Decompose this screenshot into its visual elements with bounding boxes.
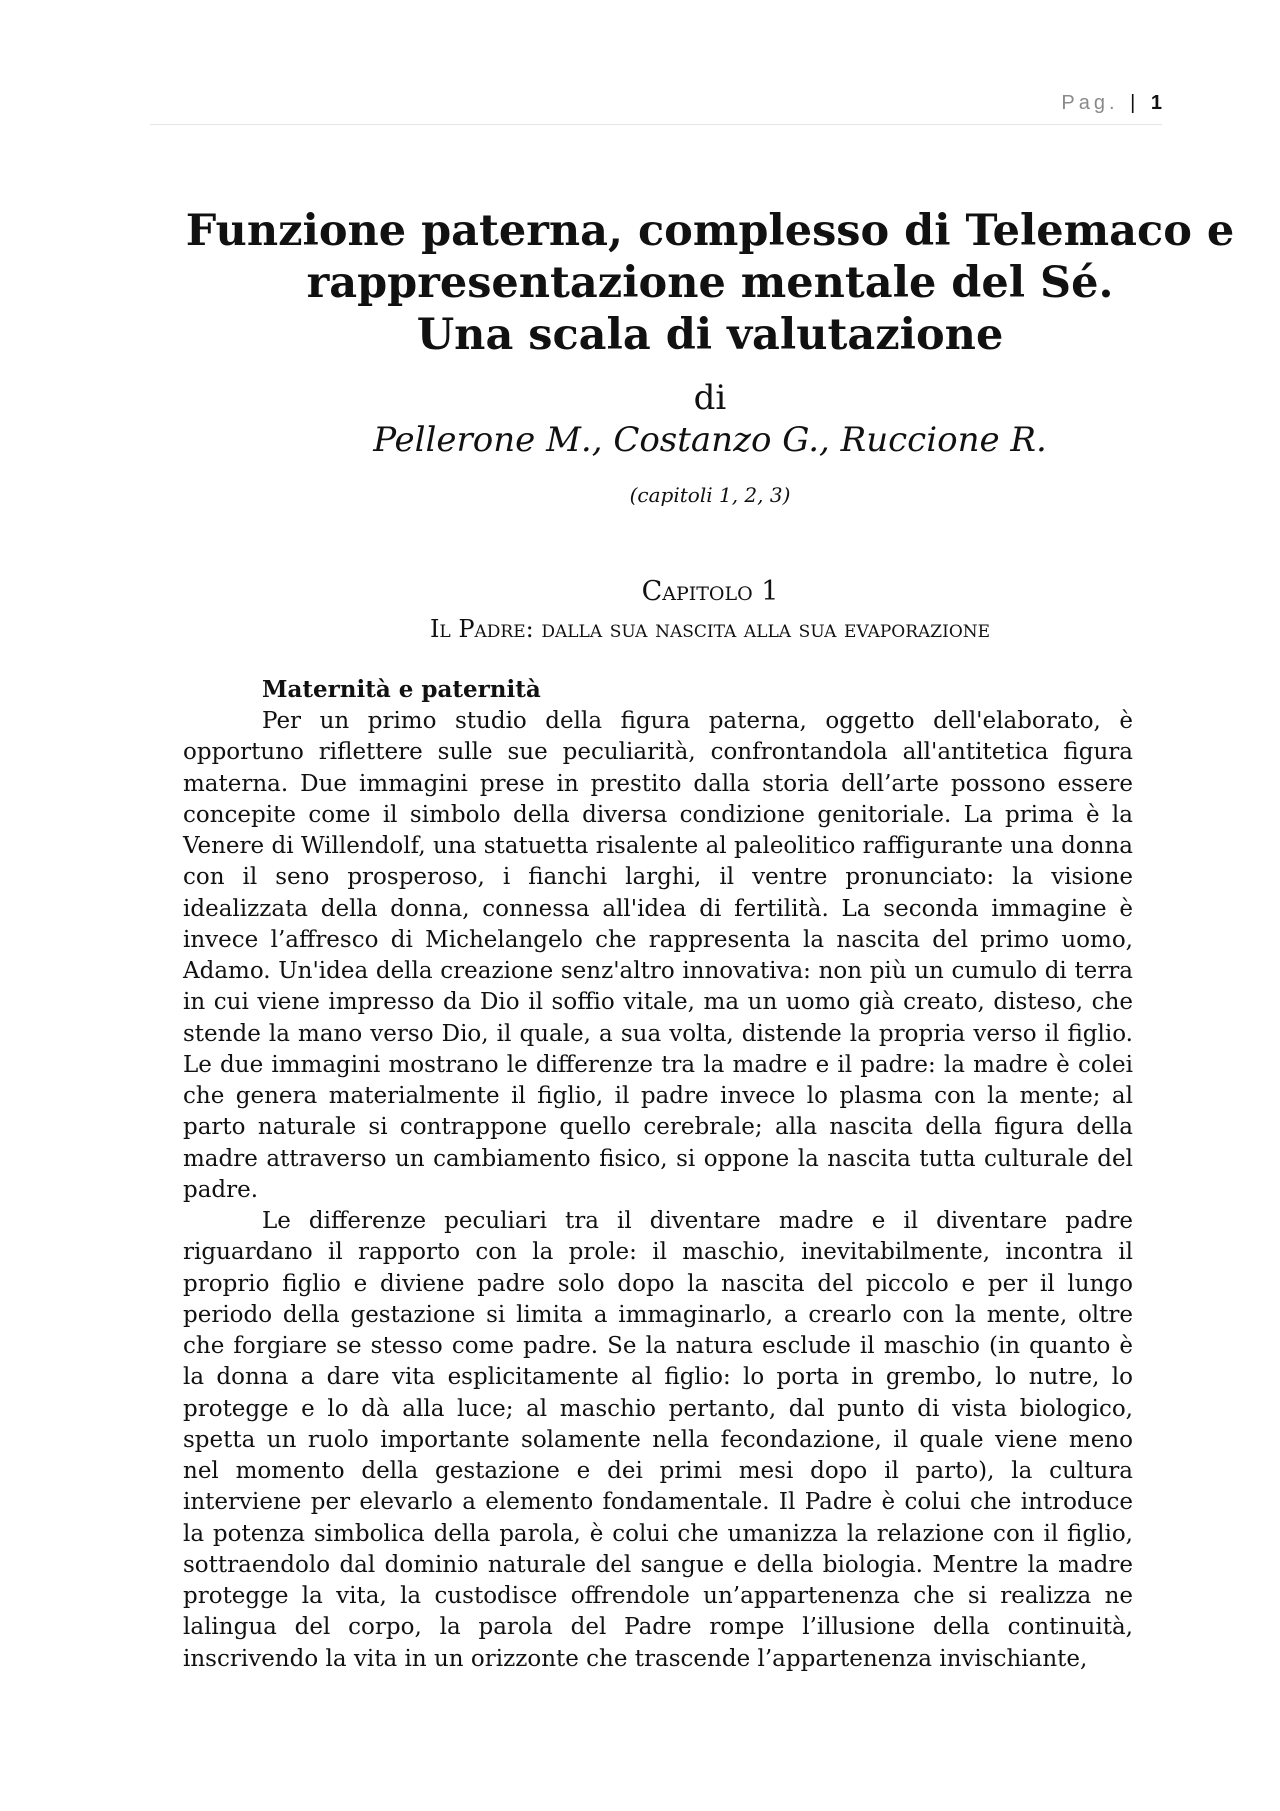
title-line-3: Una scala di valutazione xyxy=(416,310,1004,360)
page-separator: | xyxy=(1130,92,1136,114)
chapter-subtitle: Il Padre: dalla sua nascita alla sua evaporazione xyxy=(429,615,991,643)
section-heading: Maternità e paternità xyxy=(262,676,541,703)
paragraph: Le differenze peculiari tra il diventare madre e il diventare padre riguardano il rapporto con la prole: il maschio, inevitabilmente, incontra il proprio figlio e diviene padre solo dopo la nascita del piccolo e per il lungo periodo della gestazione si limita a immaginarlo, a crearlo con la mente, oltre che forgiare se stesso come padre. Se la natura esclude il maschio (in quanto è la donna a dare vita esplicitamente al figlio: lo porta in grembo, lo nutre, lo protegge e lo dà alla luce; al maschio pertanto, dal punto di vista biologico, spetta un ruolo importante solamente nella fecondazione, il quale viene meno nel momento della gestazione e dei primi mesi dopo il parto), la cultura interviene per elevarlo a elemento fondamentale. Il Padre è colui che introduce la potenza simbolica della parola, è colui che umanizza la relazione con il figlio, sottraendolo dal dominio naturale del sangue e della biologia. Mentre la madre protegge la vita, la custodisce offrendole un’appartenenza che si realizza ne lalingua del corpo, la parola del Padre rompe l’illusione della continuità, inscrivendo la vita in un orizzonte che trascende l’appartenenza invischiante, xyxy=(183,1208,1133,1672)
document-title xyxy=(120,205,1280,361)
page-label: Pag. xyxy=(1061,92,1119,114)
body-text xyxy=(183,706,1133,1675)
title-line-2: rappresentazione mentale del Sé. xyxy=(306,258,1114,308)
chapters-note: (capitoli 1, 2, 3) xyxy=(629,483,791,507)
paragraph: Per un primo studio della figura paterna, oggetto dell'elaborato, è opportuno riflettere sulle sue peculiarità, confrontandola all'antitetica figura materna. Due immagini prese in prestito dalla storia dell’arte possono essere concepite come il simbolo della diversa condizione genitoriale. La prima è la Venere di Willendolf, una statuetta risalente al paleolitico raffigurante una donna con il seno prosperoso, i fianchi larghi, il ventre pronunciato: la visione idealizzata della donna, connessa all'idea di fertilità. La seconda immagine è invece l’affresco di Michelangelo che rappresenta la nascita del primo uomo, Adamo. Un'idea della creazione senz'altro innovativa: non più un cumulo di terra in cui viene impresso da Dio il soffio vitale, ma un uomo già creato, disteso, che stende la mano verso Dio, il quale, a sua volta, distende la propria verso il figlio. Le due immagini mostrano le differenze tra la madre e il padre: la madre è colei che genera materialmente il figlio, il padre invece lo plasma con la mente; al parto naturale si contrappone quello cerebrale; alla nascita della figura della madre attraverso un cambiamento fisico, si oppone la nascita tutta culturale del padre. xyxy=(183,708,1133,1203)
authors: Pellerone M., Costanzo G., Ruccione R. xyxy=(373,420,1047,460)
page-number-label xyxy=(1061,92,1162,115)
title-line-1: Funzione paterna, complesso di Telemaco e xyxy=(185,206,1235,256)
page-number: 1 xyxy=(1150,92,1162,114)
chapter-title: Capitolo 1 xyxy=(641,576,779,607)
page-header xyxy=(150,92,1162,125)
byline-di: di xyxy=(693,378,727,418)
